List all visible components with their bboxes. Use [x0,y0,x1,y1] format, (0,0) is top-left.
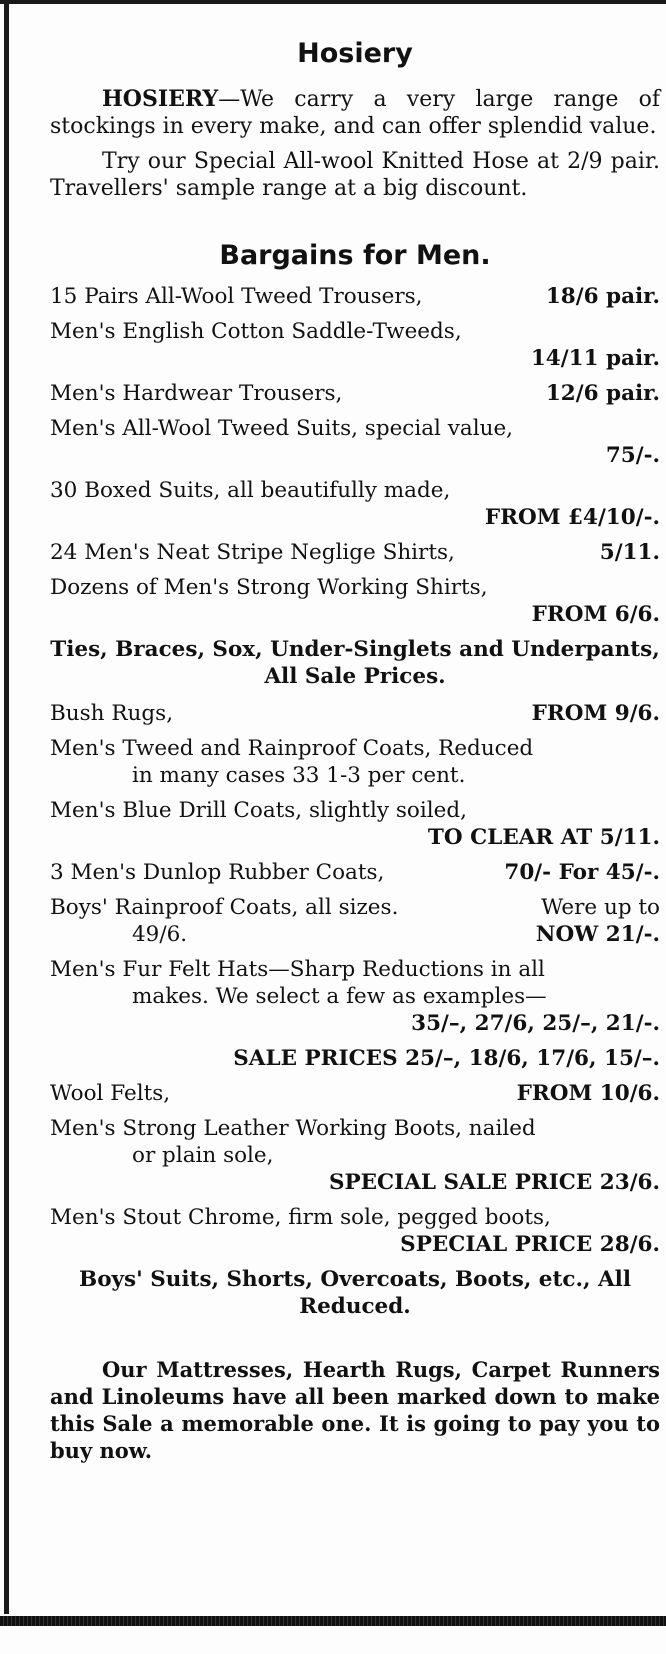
bargain-la-text: 15 Pairs All-Wool Tweed Trousers, [50,283,423,309]
bargain-line [50,539,660,566]
closing-paragraph: Our Mattresses, Hearth Rugs, Carpet Runners and Linoleums have all been marked down to make this Sale a memorable one. It is going to pay you to buy now. [50,1356,660,1463]
bargain-la-text: Men's Tweed and Rainproof Coats, Reduced [50,735,534,761]
bargain-line [50,1080,660,1107]
bargain-item [50,380,660,407]
bargain-lb-text: NOW 21/-. [535,921,660,947]
hosiery-paragraph-1 [50,86,660,140]
hosiery-paragraph-2: Try our Special All-wool Knitted Hose at 2/9 pair. Travellers' sample range at a big discount. [50,149,660,202]
bargain-line [50,700,660,727]
bargain-la-text: Men's All-Wool Tweed Suits, special value, [50,415,513,441]
bargain-line [50,477,660,504]
bargain-line [50,574,660,601]
bargains-heading: Bargains for Men. [219,240,491,272]
bargain-item [50,859,660,886]
bargain-item [50,415,660,469]
bargain-line [50,1115,660,1142]
left-border [4,0,9,1614]
bargain-la-text: 3 Men's Dunlop Rubber Coats, [50,859,385,885]
bargain-la-text: Boys' Rainproof Coats, all sizes. [50,894,399,920]
bargain-price: SALE PRICES 25/–, 18/6, 17/6, 15/–. [233,1045,660,1071]
bargain-line [50,415,660,442]
bargain-item [50,700,660,727]
bargain-notice: Ties, Braces, Sox, Under-Singlets and Underpants, All Sale Prices. [50,636,660,689]
bargain-lb-text: 12/6 pair. [545,380,660,406]
bargain-line [50,1204,660,1231]
bargain-item [50,318,660,372]
bargain-la-text: 30 Boxed Suits, all beautifully made, [50,477,451,503]
bargain-item [50,477,660,531]
bargain-la-text: 24 Men's Neat Stripe Neglige Shirts, [50,539,455,565]
bottom-border [0,1616,666,1626]
boys-reduced-line: Boys' Suits, Shorts, Overcoats, Boots, etc., All Reduced. [79,1266,631,1319]
bargain-la-text: Men's English Cotton Saddle-Tweeds, [50,318,462,344]
bargain-lb-text: 70/- For 45/-. [504,859,660,885]
bargain-price: SPECIAL PRICE 28/6. [400,1231,660,1257]
bargain-la-text: 49/6. [132,921,188,947]
top-border [0,0,666,4]
bargain-price: 35/–, 27/6, 25/–, 21/-. [411,1010,660,1036]
bargain-item [50,1080,660,1107]
bargain-la-text: Men's Hardwear Trousers, [50,380,343,406]
bargain-item [50,1204,660,1258]
bargain-line [50,894,660,921]
bargain-item [50,574,660,628]
bargain-lb-text: Were up to [541,894,660,920]
bargain-continuation: makes. We select a few as examples— [132,983,547,1009]
bargain-lb-text: 18/6 pair. [545,283,660,309]
bargain-item [50,894,660,948]
bargain-item [50,797,660,851]
bargain-price: SPECIAL SALE PRICE 23/6. [328,1169,660,1195]
bargain-item [50,539,660,566]
hosiery-text-1: —We carry a very large range of stockings in every make, and can offer splendid value. [50,87,660,140]
bargain-continuation: in many cases 33 1-3 per cent. [132,762,466,788]
bargain-la-text: Men's Strong Leather Working Boots, nailed [50,1115,536,1141]
bargain-price: FROM £4/10/-. [484,504,660,530]
bargain-item [50,1045,660,1072]
bargain-lb-text: FROM 9/6. [531,700,660,726]
bargain-continuation: or plain sole, [132,1142,274,1168]
bargain-lb-text: FROM 10/6. [516,1080,660,1106]
hosiery-heading: Hosiery [297,38,413,69]
bargain-line [50,380,660,407]
bargain-price: FROM 6/6. [531,601,660,627]
bargain-price: 14/11 pair. [530,345,660,371]
bargain-line [50,797,660,824]
bargain-lb-text: 5/11. [599,539,660,565]
bargain-line [50,956,660,983]
bargain-la-text: Men's Fur Felt Hats—Sharp Reductions in all [50,956,545,982]
bargain-list [50,283,660,1258]
bargain-la-text: Wool Felts, [50,1080,171,1106]
bargain-la-text: Dozens of Men's Strong Working Shirts, [50,574,488,600]
bargain-item [50,1115,660,1196]
ad-content [50,32,660,1485]
bargain-la-text: Men's Blue Drill Coats, slightly soiled, [50,797,467,823]
bargain-line [50,735,660,762]
bargain-la-text: Men's Stout Chrome, firm sole, pegged boots, [50,1204,551,1230]
bargain-item [50,283,660,310]
bargain-price: 75/-. [605,442,660,468]
bargain-price: TO CLEAR AT 5/11. [427,824,660,850]
bargain-line [50,859,660,886]
bargain-line [50,283,660,310]
bargain-la-text: Bush Rugs, [50,700,174,726]
bargain-line [50,921,660,948]
bargain-item [50,735,660,789]
bargain-item [50,956,660,1037]
bargain-line [50,318,660,345]
hosiery-lead: HOSIERY [102,86,219,113]
